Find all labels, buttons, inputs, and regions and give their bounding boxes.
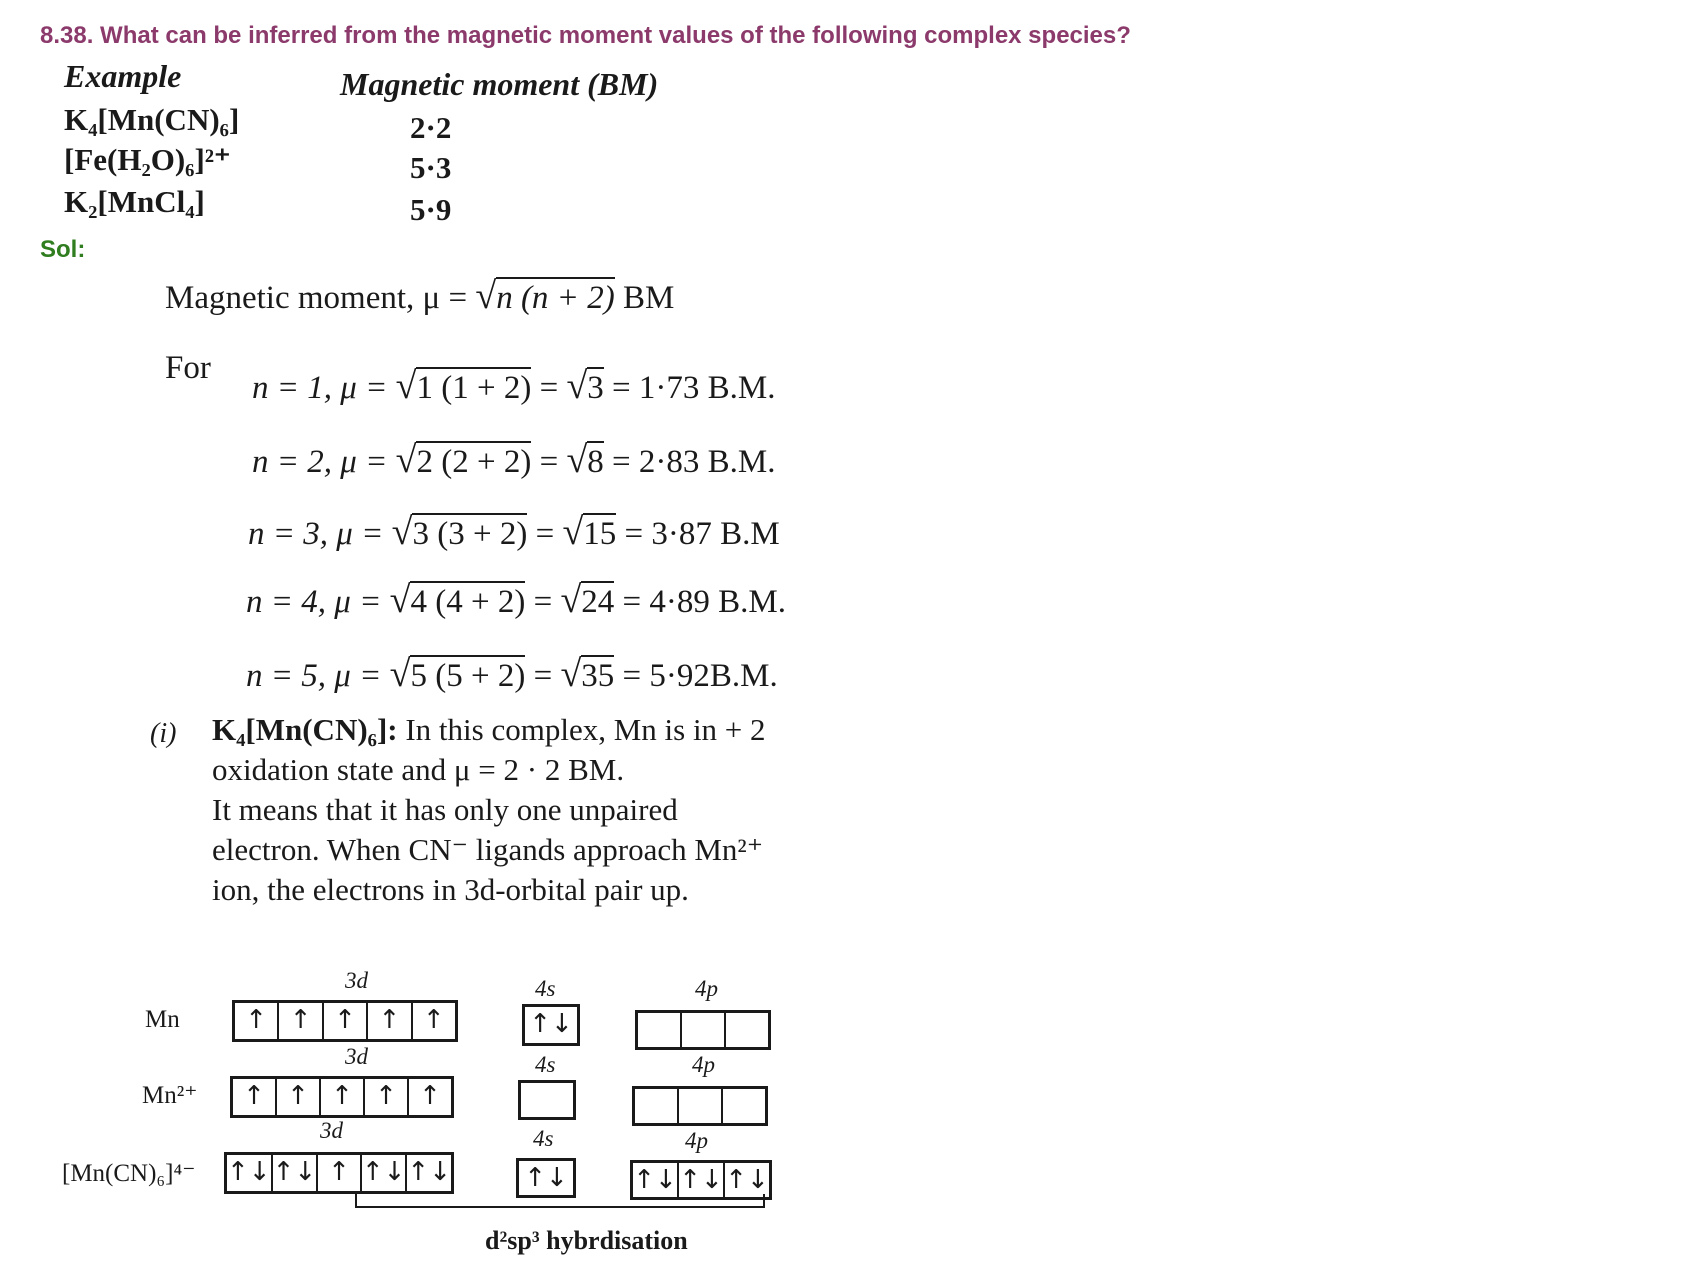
calc-result: = 1·73 B.M.: [612, 370, 776, 406]
calc-radicand-simple: 24: [581, 581, 614, 620]
label-4s: 4s: [533, 1126, 554, 1151]
sqrt-icon: √: [562, 511, 584, 553]
part-i-paragraph: [212, 710, 832, 910]
sqrt-icon: √: [389, 653, 411, 695]
orbital-box-4p: ↑↓ ↑↓ ↑↓: [630, 1160, 772, 1200]
calc-row: n = 5, μ = √5 (5 + 2) = √35 = 5·92B.M.: [246, 653, 778, 695]
part-marker: (i): [150, 718, 177, 749]
magnetic-moment-formula: [165, 274, 674, 318]
calc-radicand-simple: 35: [581, 655, 614, 694]
calc-radicand-simple: 15: [583, 513, 616, 552]
calc-result: = 2·83 B.M.: [612, 444, 776, 480]
calc-radicand: 5 (5 + 2): [410, 655, 525, 694]
formula-unit: BM: [622, 280, 675, 316]
calc-result: = 5·92B.M.: [622, 658, 778, 694]
sqrt-icon: √: [566, 439, 588, 481]
orbital-box-3d: ↑ ↑ ↑ ↑ ↑: [232, 1000, 458, 1042]
orbital-box-4p: [632, 1086, 768, 1126]
para-line: In this complex, Mn is in + 2: [405, 712, 766, 747]
formula-prefix: Magnetic moment, μ =: [165, 280, 468, 316]
sqrt-icon: √: [566, 365, 588, 407]
table-cell-moment: 5·3: [410, 150, 452, 185]
calc-lhs: n = 4, μ =: [246, 584, 382, 620]
orbital-box-4s: ↑↓: [516, 1158, 576, 1198]
sqrt-icon: √: [475, 275, 497, 317]
calc-row: n = 1, μ = √1 (1 + 2) = √3 = 1·73 B.M.: [252, 365, 776, 407]
label-3d: 3d: [345, 1044, 368, 1069]
sqrt-icon: √: [391, 511, 413, 553]
species-label: Mn²⁺: [142, 1082, 198, 1109]
part-i-complex: K₄[Mn(CN)₆]:: [212, 712, 398, 747]
label-4s: 4s: [535, 976, 556, 1001]
for-label: For: [165, 350, 211, 386]
orbital-box-4p: [635, 1010, 771, 1050]
orbital-box-3d: ↑↓ ↑↓ ↑ ↑↓ ↑↓: [224, 1152, 454, 1194]
label-3d: 3d: [345, 968, 368, 993]
calc-result: = 3·87 B.M: [624, 516, 780, 552]
calc-row: n = 2, μ = √2 (2 + 2) = √8 = 2·83 B.M.: [252, 439, 776, 481]
sol-label: Sol:: [40, 236, 86, 263]
orbital-box-4s: ↑↓: [522, 1004, 580, 1046]
label-4p: 4p: [695, 976, 718, 1001]
sqrt-icon: √: [395, 439, 417, 481]
label-4s: 4s: [535, 1052, 556, 1077]
table-cell-example: [Fe(H₂O)₆]²⁺: [64, 142, 231, 177]
orbital-box-3d: ↑ ↑ ↑ ↑ ↑: [230, 1076, 454, 1118]
table-header-example: Example: [64, 58, 182, 94]
orbital-box-4s: [518, 1080, 576, 1120]
label-3d: 3d: [320, 1118, 343, 1143]
calc-lhs: n = 3, μ =: [248, 516, 384, 552]
species-label: [Mn(CN)₆]⁴⁻: [62, 1160, 196, 1187]
calc-lhs: n = 1, μ =: [252, 370, 388, 406]
calc-radicand: 4 (4 + 2): [410, 581, 525, 620]
calc-lhs: n = 2, μ =: [252, 444, 388, 480]
sqrt-icon: √: [560, 653, 582, 695]
calc-radicand-simple: 8: [587, 441, 604, 480]
calc-row: n = 3, μ = √3 (3 + 2) = √15 = 3·87 B.M: [248, 511, 780, 553]
sqrt-icon: √: [389, 579, 411, 621]
calc-lhs: n = 5, μ =: [246, 658, 382, 694]
species-label: Mn: [145, 1006, 180, 1033]
table-cell-example: K₂[MnCl₄]: [64, 184, 205, 219]
sqrt-icon: √: [560, 579, 582, 621]
para-line: ion, the electrons in 3d-orbital pair up.: [212, 872, 689, 907]
calc-radicand: 3 (3 + 2): [412, 513, 527, 552]
hybridisation-bracket: [355, 1194, 765, 1208]
calc-result: = 4·89 B.M.: [622, 584, 786, 620]
formula-radicand: n (n + 2): [496, 277, 615, 316]
label-4p: 4p: [685, 1128, 708, 1153]
table-cell-moment: 5·9: [410, 192, 452, 227]
calc-row: n = 4, μ = √4 (4 + 2) = √24 = 4·89 B.M.: [246, 579, 786, 621]
label-4p: 4p: [692, 1052, 715, 1077]
table-header-moment: Magnetic moment (BM): [340, 66, 659, 102]
para-line: electron. When CN⁻ ligands approach Mn²⁺: [212, 832, 764, 867]
calc-radicand: 1 (1 + 2): [416, 367, 531, 406]
table-cell-example: K₄[Mn(CN)₆]: [64, 102, 240, 137]
para-line: It means that it has only one unpaired: [212, 792, 678, 827]
calc-radicand-simple: 3: [587, 367, 604, 406]
hybridisation-label: d²sp³ hybrdisation: [485, 1226, 688, 1255]
para-line: oxidation state and μ = 2 · 2 BM.: [212, 752, 625, 787]
table-cell-moment: 2·2: [410, 110, 452, 145]
calc-radicand: 2 (2 + 2): [416, 441, 531, 480]
sqrt-icon: √: [395, 365, 417, 407]
question-text: 8.38. What can be inferred from the magnetic moment values of the following complex species?: [40, 22, 1131, 49]
